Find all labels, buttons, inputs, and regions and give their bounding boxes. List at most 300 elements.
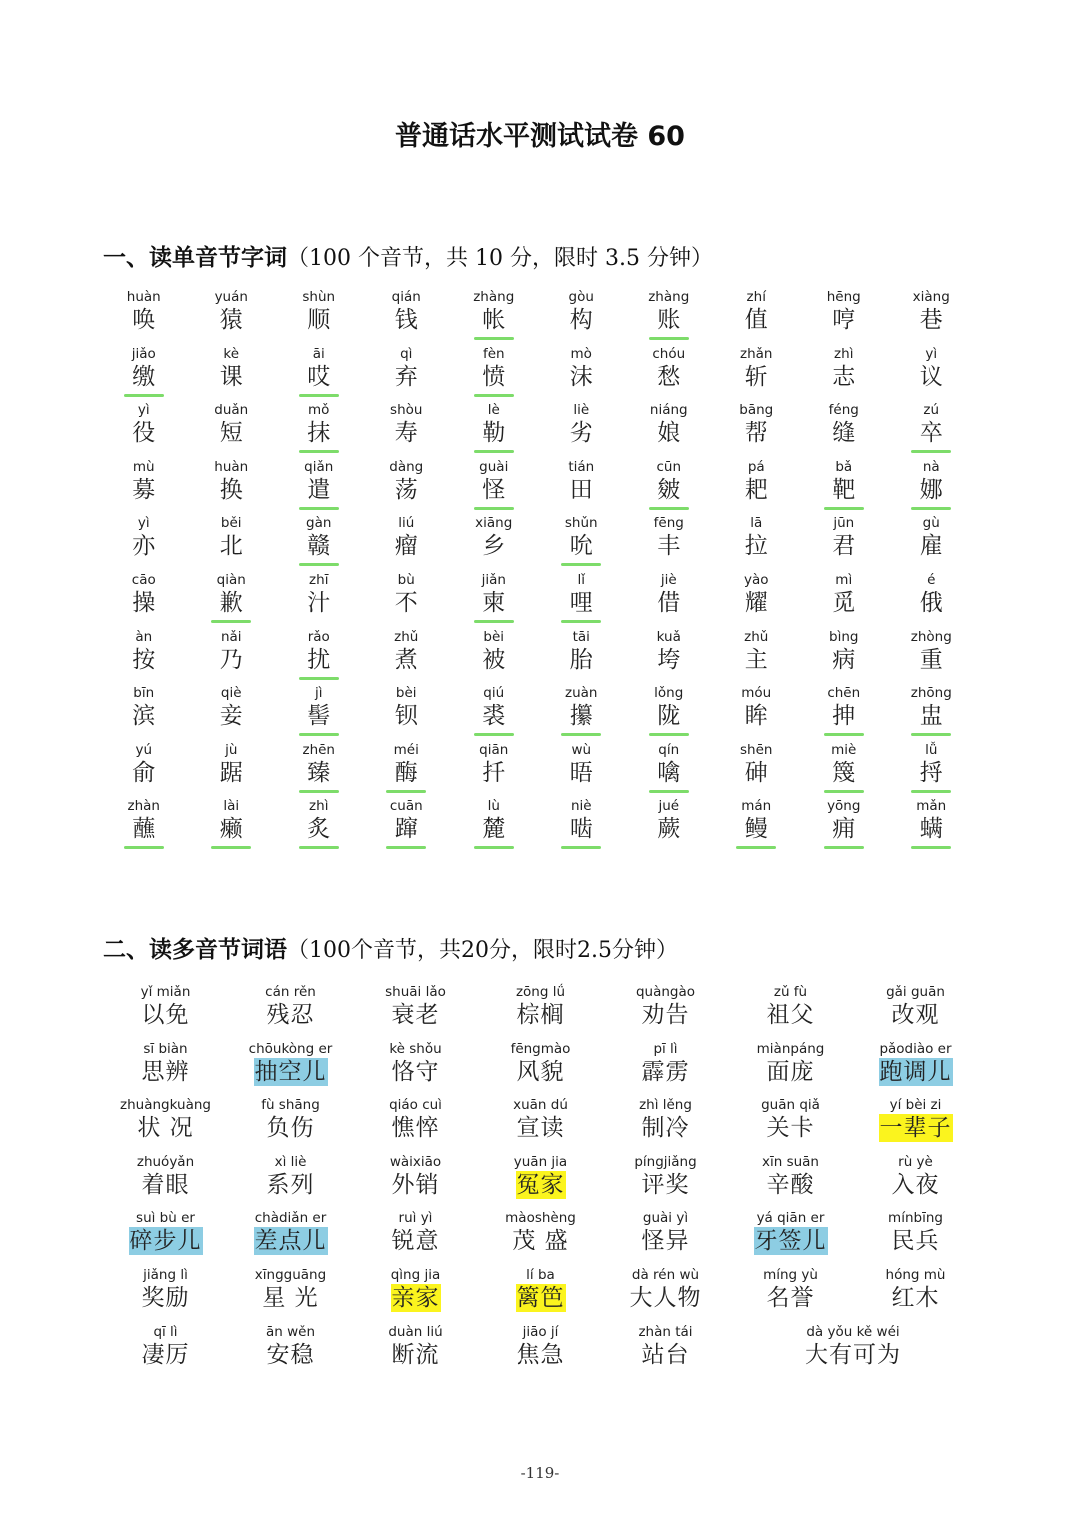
pinyin: dà yǒu kě wéi — [806, 1323, 900, 1340]
hanzi: 钡 — [394, 703, 418, 730]
pinyin: liè — [573, 402, 590, 419]
pinyin: guài yì — [642, 1210, 689, 1227]
highlighted-word: 亲家 — [391, 1284, 440, 1311]
hanzi: 愁 — [657, 363, 681, 390]
word: 宣读 — [516, 1115, 565, 1142]
pinyin: lí ba — [526, 1266, 555, 1283]
char-cell — [800, 797, 888, 854]
char-cell — [800, 288, 888, 345]
word: 棕榈 — [516, 1002, 565, 1028]
char-cell — [100, 684, 188, 741]
pinyin: yuán — [214, 289, 248, 305]
char-cell — [625, 741, 713, 798]
hanzi: 麓 — [482, 816, 506, 843]
word-row — [103, 983, 978, 1040]
green-underline — [299, 394, 339, 397]
word: 霹雳 — [641, 1058, 690, 1085]
char-cell — [800, 741, 888, 798]
char-cell — [100, 345, 188, 402]
word: 茂 盛 — [512, 1228, 569, 1255]
green-underline — [474, 846, 514, 849]
char-cell — [188, 458, 276, 515]
char-row — [100, 288, 975, 345]
green-underline — [824, 790, 864, 793]
hanzi: 劣 — [569, 420, 593, 447]
hanzi: 怪 — [482, 476, 506, 503]
pinyin: jù — [225, 741, 238, 758]
hanzi: 操 — [132, 589, 156, 616]
pinyin: méi — [393, 741, 419, 758]
char-cell — [188, 797, 276, 854]
pinyin: hēng — [826, 289, 861, 305]
char-cell — [363, 514, 451, 571]
hanzi: 顺 — [307, 307, 331, 333]
word-cell — [103, 1096, 228, 1153]
char-cell — [363, 797, 451, 854]
char-cell — [625, 401, 713, 458]
word: 思辨 — [141, 1058, 190, 1085]
pinyin: jūn — [833, 515, 855, 532]
pinyin: zhì — [834, 345, 854, 362]
green-underline — [299, 450, 339, 453]
hanzi: 哎 — [307, 363, 331, 390]
pinyin: lè — [487, 402, 500, 419]
pinyin: zuàn — [565, 685, 598, 702]
hanzi: 瘤 — [394, 533, 418, 560]
green-underline — [124, 394, 164, 397]
pinyin: hóng mù — [885, 1266, 946, 1283]
page-title: 普通话水平测试试卷 60 — [395, 121, 685, 152]
word: 民兵 — [891, 1228, 940, 1255]
green-underline — [386, 846, 426, 849]
char-cell — [188, 684, 276, 741]
hanzi: 晤 — [569, 759, 593, 786]
hanzi: 值 — [744, 307, 768, 333]
char-cell — [625, 345, 713, 402]
pinyin: qián — [391, 289, 421, 305]
char-cell — [450, 797, 538, 854]
char-cell — [888, 797, 976, 854]
pinyin: tāi — [572, 628, 590, 645]
word-cell — [728, 1266, 853, 1323]
hanzi: 靶 — [832, 476, 856, 503]
word-cell — [353, 1323, 478, 1380]
green-underline — [474, 733, 514, 736]
pinyin: yì — [137, 515, 150, 532]
pinyin: fēng — [653, 515, 684, 532]
pinyin: duàn liú — [388, 1323, 443, 1340]
char-cell — [363, 401, 451, 458]
pinyin: shēn — [740, 741, 773, 758]
hanzi: 蕨 — [657, 816, 681, 843]
hanzi: 沫 — [569, 363, 593, 390]
section1-heading — [103, 239, 713, 272]
pinyin: xiāng — [475, 515, 513, 532]
pinyin: dàng — [389, 458, 424, 475]
pinyin: guān qiǎ — [761, 1097, 820, 1114]
pinyin: jué — [658, 798, 680, 815]
green-underline — [561, 620, 601, 623]
hanzi: 妾 — [219, 703, 243, 730]
word: 系列 — [266, 1171, 315, 1198]
green-underline — [299, 563, 339, 566]
pinyin: zhōng — [910, 685, 952, 702]
hanzi: 账 — [657, 307, 681, 333]
green-underline — [824, 846, 864, 849]
pinyin: wàixiāo — [389, 1153, 442, 1170]
word-cell — [853, 1040, 978, 1097]
pinyin: ruì yì — [398, 1210, 433, 1227]
char-cell — [800, 514, 888, 571]
word: 面庞 — [766, 1058, 815, 1085]
pinyin: zhàn tái — [638, 1323, 693, 1340]
word: 风貌 — [516, 1058, 565, 1085]
hanzi: 娜 — [919, 476, 943, 503]
pinyin: fēngmào — [510, 1040, 571, 1057]
char-cell — [713, 401, 801, 458]
hanzi: 赣 — [307, 533, 331, 560]
char-row — [100, 514, 975, 571]
pinyin: yào — [743, 571, 769, 588]
section2-title: 二、读多音节词语 — [103, 937, 287, 963]
hanzi: 攥 — [569, 703, 593, 730]
hanzi: 重 — [919, 646, 943, 673]
pinyin: huàn — [214, 458, 249, 475]
char-cell — [625, 571, 713, 628]
hanzi: 蘸 — [132, 816, 156, 843]
char-cell — [888, 514, 976, 571]
hanzi: 臻 — [307, 759, 331, 786]
pinyin: lǒng — [654, 685, 684, 702]
word: 关卡 — [766, 1115, 815, 1142]
hanzi: 荡 — [394, 476, 418, 503]
pinyin: chàdiǎn er — [254, 1210, 327, 1227]
char-cell — [538, 288, 626, 345]
pinyin: zhàn — [127, 798, 160, 815]
hanzi: 扦 — [482, 759, 506, 786]
pinyin: qì — [400, 345, 413, 362]
pinyin: niè — [570, 798, 592, 815]
hanzi: 噙 — [657, 759, 681, 786]
word-cell — [353, 1096, 478, 1153]
hanzi: 病 — [832, 646, 856, 673]
hanzi: 螨 — [919, 816, 943, 843]
char-cell — [275, 571, 363, 628]
pinyin: zhuóyǎn — [136, 1153, 195, 1170]
hanzi: 抹 — [307, 420, 331, 447]
char-cell — [363, 345, 451, 402]
pinyin: jiǎng lì — [143, 1266, 188, 1283]
pinyin: qìng jia — [390, 1266, 441, 1283]
word-cell — [103, 983, 228, 1040]
hanzi: 篾 — [832, 759, 856, 786]
pinyin: shuāi lǎo — [385, 984, 446, 1000]
char-row — [100, 571, 975, 628]
hanzi: 汁 — [307, 589, 331, 616]
pinyin: é — [927, 571, 936, 588]
hanzi: 寿 — [394, 420, 418, 447]
char-cell — [363, 288, 451, 345]
pinyin: kè shǒu — [389, 1040, 442, 1057]
char-cell — [713, 684, 801, 741]
green-underline — [911, 733, 951, 736]
green-underline — [299, 677, 339, 680]
green-underline — [124, 846, 164, 849]
highlighted-word: 篱笆 — [516, 1284, 565, 1311]
char-cell — [450, 628, 538, 685]
pinyin: ān wěn — [265, 1323, 316, 1340]
hanzi: 主 — [744, 646, 768, 673]
pinyin: jiāo jí — [522, 1323, 559, 1340]
word-cell — [103, 1040, 228, 1097]
pinyin: āi — [312, 345, 325, 362]
hanzi: 砷 — [744, 759, 768, 786]
word: 状 况 — [137, 1115, 194, 1142]
pinyin: zōng lǘ — [515, 984, 566, 1000]
word-cell — [603, 983, 728, 1040]
green-underline — [474, 507, 514, 510]
word-cell — [728, 1323, 978, 1380]
char-cell — [538, 458, 626, 515]
pinyin: xiàng — [912, 289, 950, 305]
pinyin: gù — [922, 515, 940, 532]
pinyin: yuān jia — [513, 1153, 568, 1170]
char-cell — [713, 458, 801, 515]
char-cell — [888, 288, 976, 345]
word-cell — [478, 983, 603, 1040]
word: 入夜 — [891, 1171, 940, 1198]
word: 改观 — [891, 1002, 940, 1028]
hanzi: 换 — [219, 476, 243, 503]
pinyin: qín — [658, 741, 680, 758]
hanzi: 被 — [482, 646, 506, 673]
pinyin: zhēn — [302, 741, 335, 758]
char-cell — [188, 741, 276, 798]
pinyin: yì — [137, 402, 150, 419]
word: 怪异 — [641, 1228, 690, 1255]
hanzi: 踞 — [219, 759, 243, 786]
pinyin: zhī — [309, 571, 329, 588]
pinyin: guài — [479, 458, 509, 475]
hanzi: 募 — [132, 476, 156, 503]
word-row — [103, 1266, 978, 1323]
pinyin: zhǔ — [744, 628, 769, 645]
pinyin: cūn — [656, 458, 682, 475]
pinyin: zhì lěng — [639, 1097, 692, 1114]
hanzi: 亦 — [132, 533, 156, 560]
word-cell — [853, 1209, 978, 1266]
word-cell — [603, 1266, 728, 1323]
pinyin: bìng — [829, 628, 859, 645]
char-cell — [888, 684, 976, 741]
hanzi: 炙 — [307, 816, 331, 843]
char-cell — [450, 571, 538, 628]
green-underline — [649, 507, 689, 510]
green-underline — [211, 620, 251, 623]
pinyin: lù — [487, 798, 500, 815]
pinyin: yú — [135, 741, 153, 758]
word: 劝告 — [641, 1002, 690, 1028]
pinyin: zhuàngkuàng — [120, 1097, 211, 1114]
pinyin: liú — [398, 515, 415, 532]
word-cell — [228, 1323, 353, 1380]
pinyin: fù shāng — [261, 1097, 320, 1114]
pinyin: běi — [220, 515, 242, 532]
char-cell — [800, 458, 888, 515]
word: 凄厉 — [141, 1341, 190, 1368]
pinyin: mì — [835, 571, 853, 588]
word-cell — [353, 983, 478, 1040]
hanzi: 北 — [219, 533, 243, 560]
pinyin: yá qiān er — [756, 1210, 825, 1227]
char-cell — [363, 458, 451, 515]
word: 衰老 — [391, 1002, 440, 1028]
pinyin: chōukòng er — [248, 1040, 333, 1057]
word-cell — [103, 1323, 228, 1380]
pinyin: bāng — [739, 402, 774, 419]
char-row — [100, 684, 975, 741]
char-row — [100, 741, 975, 798]
char-cell — [625, 458, 713, 515]
pinyin: cán rěn — [265, 984, 316, 1000]
pinyin: píngjiǎng — [634, 1153, 697, 1170]
pinyin: zhì — [309, 798, 329, 815]
word: 安稳 — [266, 1341, 315, 1368]
hanzi: 构 — [569, 307, 593, 333]
hanzi: 唤 — [132, 307, 156, 333]
hanzi: 捋 — [919, 759, 943, 786]
pinyin: mǒ — [308, 402, 330, 419]
pinyin: rù yè — [898, 1153, 933, 1170]
pinyin: cāo — [131, 571, 156, 588]
green-underline — [911, 790, 951, 793]
pinyin: màoshèng — [505, 1210, 576, 1227]
pinyin: lǐ — [577, 571, 585, 588]
char-cell — [100, 401, 188, 458]
pinyin: jì — [314, 685, 323, 702]
hanzi: 哩 — [569, 589, 593, 616]
char-cell — [713, 571, 801, 628]
pinyin: nà — [922, 458, 940, 475]
word-row — [103, 1096, 978, 1153]
char-cell — [275, 401, 363, 458]
word: 站台 — [641, 1341, 690, 1368]
single-syllable-grid — [100, 288, 975, 854]
hanzi: 煮 — [394, 646, 418, 673]
green-underline — [561, 733, 601, 736]
word: 憔悴 — [391, 1115, 440, 1142]
word-cell — [853, 1096, 978, 1153]
pinyin: chóu — [652, 345, 686, 362]
char-cell — [100, 628, 188, 685]
highlighted-word: 碎步儿 — [129, 1228, 202, 1255]
char-cell — [538, 741, 626, 798]
word: 以免 — [141, 1002, 190, 1028]
green-underline — [474, 337, 514, 340]
word-cell — [228, 1040, 353, 1097]
hanzi: 滨 — [132, 703, 156, 730]
hanzi: 俞 — [132, 759, 156, 786]
word: 焦急 — [516, 1341, 565, 1368]
word-cell — [728, 983, 853, 1040]
word: 外销 — [391, 1171, 440, 1198]
green-underline — [911, 846, 951, 849]
hanzi: 乃 — [219, 646, 243, 673]
pinyin: zhǎn — [740, 345, 773, 362]
hanzi: 缝 — [832, 420, 856, 447]
multi-syllable-grid — [103, 983, 978, 1379]
char-cell — [100, 741, 188, 798]
pinyin: miànpáng — [756, 1040, 825, 1057]
pinyin: lǚ — [925, 741, 938, 758]
word-cell — [478, 1153, 603, 1210]
word-cell — [853, 1153, 978, 1210]
pinyin: zhàng — [648, 289, 690, 305]
word-row — [103, 1153, 978, 1210]
word: 评奖 — [641, 1171, 690, 1198]
word: 星 光 — [262, 1284, 319, 1311]
char-cell — [188, 514, 276, 571]
word-cell — [228, 1096, 353, 1153]
word-cell — [478, 1096, 603, 1153]
green-underline — [474, 620, 514, 623]
char-cell — [450, 401, 538, 458]
char-cell — [625, 514, 713, 571]
char-cell — [275, 514, 363, 571]
char-cell — [888, 401, 976, 458]
hanzi: 遣 — [307, 476, 331, 503]
pinyin: wù — [571, 741, 592, 758]
char-cell — [188, 288, 276, 345]
pinyin: pǎodiào er — [879, 1040, 952, 1057]
word: 大人物 — [629, 1284, 702, 1311]
char-cell — [538, 401, 626, 458]
word-cell — [603, 1209, 728, 1266]
pinyin: féng — [828, 402, 859, 419]
green-underline — [474, 450, 514, 453]
pinyin: jiǎo — [131, 345, 156, 362]
pinyin: cuān — [389, 798, 423, 815]
hanzi: 皴 — [657, 476, 681, 503]
pinyin: pá — [747, 458, 765, 475]
hanzi: 啮 — [569, 816, 593, 843]
hanzi: 弃 — [394, 363, 418, 390]
pinyin: mán — [741, 798, 772, 815]
pinyin: quàngào — [635, 984, 696, 1000]
section1-note: （100 个音节，共 10 分，限时 3.5 分钟） — [287, 246, 713, 271]
green-underline — [386, 790, 426, 793]
pinyin: dà rén wù — [631, 1266, 700, 1283]
pinyin: miè — [831, 741, 857, 758]
word: 残忍 — [266, 1002, 315, 1028]
char-cell — [888, 628, 976, 685]
char-cell — [188, 571, 276, 628]
word: 辛酸 — [766, 1171, 815, 1198]
word: 大有可为 — [805, 1341, 901, 1368]
pinyin: kè — [223, 345, 240, 362]
char-cell — [625, 684, 713, 741]
page-number: -119- — [520, 1464, 560, 1482]
hanzi: 帐 — [482, 307, 506, 333]
highlighted-word: 跑调儿 — [879, 1058, 952, 1085]
char-cell — [275, 458, 363, 515]
word-cell — [853, 1266, 978, 1323]
char-cell — [188, 628, 276, 685]
green-underline — [299, 846, 339, 849]
pinyin: lā — [750, 515, 763, 532]
green-underline — [561, 846, 601, 849]
word: 着眼 — [141, 1171, 190, 1198]
